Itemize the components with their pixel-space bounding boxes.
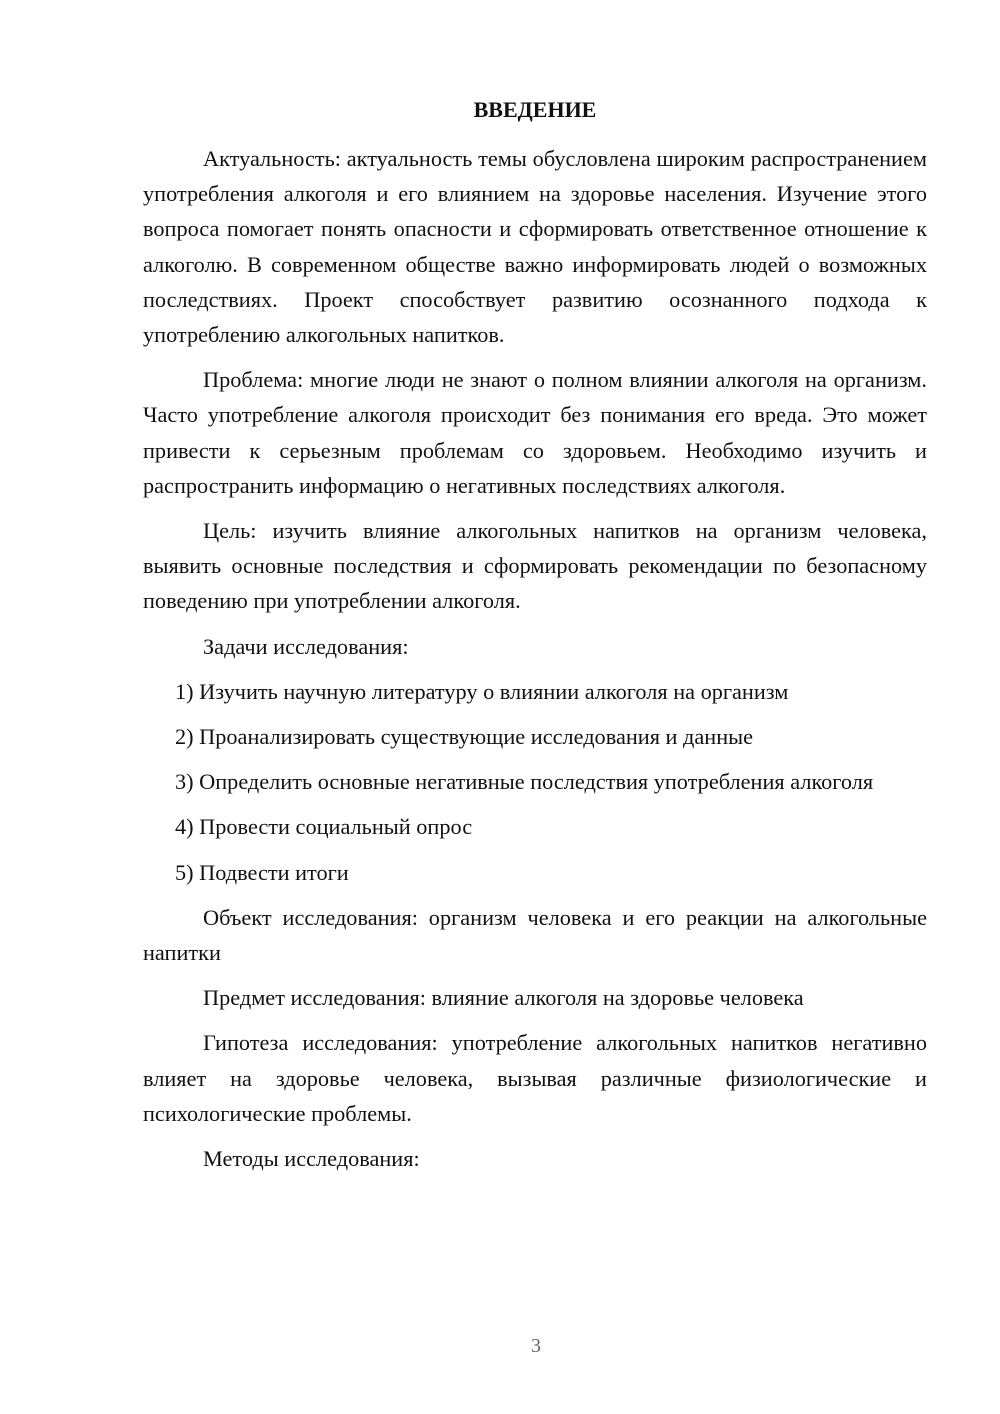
tasks-title: Задачи исследования: [203,633,409,659]
subject-paragraph: Предмет исследования: влияние алкоголя на здоровье человека [203,985,804,1011]
object-paragraph: Объект исследования: организм человека и его реакции на алкогольные напитки [143,904,927,966]
task-item-3: 3) Определить основные негативные последствия употребления алкоголя [175,769,874,795]
task-item-2: 2) Проанализировать существующие исследования и данные [175,724,754,750]
goal-paragraph: Цель: изучить влияние алкогольных напитков на организм человека, выявить основные последствия и сформировать рекомендации по безопасному поведению при употреблении алкоголя. [143,518,927,614]
task-item-1: 1) Изучить научную литературу о влиянии алкоголя на организм [175,678,789,704]
section-heading: ВВЕДЕНИЕ [473,97,597,122]
page-number: 3 [531,1335,541,1357]
problem-paragraph: Проблема: многие люди не знают о полном влиянии алкоголя на организм. Часто употребление алкоголя происходит без понимания его вреда. Это может привести к серьезным проблемам со здоровьем. Необходимо изучить и распространить информацию о негативных последствиях алкоголя. [143,367,927,498]
relevance-paragraph: Актуальность: актуальность темы обусловлена широким распространением употребления алкоголя и его влиянием на здоровье населения. Изучение этого вопроса помогает понять опасности и сформировать ответственное отношение к алкоголю. В современном обществе важно информировать людей о возможных последствиях. Проект способствует развитию осознанного подхода к употреблению алкогольных напитков. [143,146,927,348]
page-content [143,96,927,1186]
methods-title: Методы исследования: [203,1146,420,1172]
task-item-5: 5) Подвести итоги [175,859,349,885]
hypothesis-paragraph: Гипотеза исследования: употребление алкогольных напитков негативно влияет на здоровье человека, вызывая различные физиологические и психологические проблемы. [143,1030,927,1126]
task-item-4: 4) Провести социальный опрос [175,814,473,840]
